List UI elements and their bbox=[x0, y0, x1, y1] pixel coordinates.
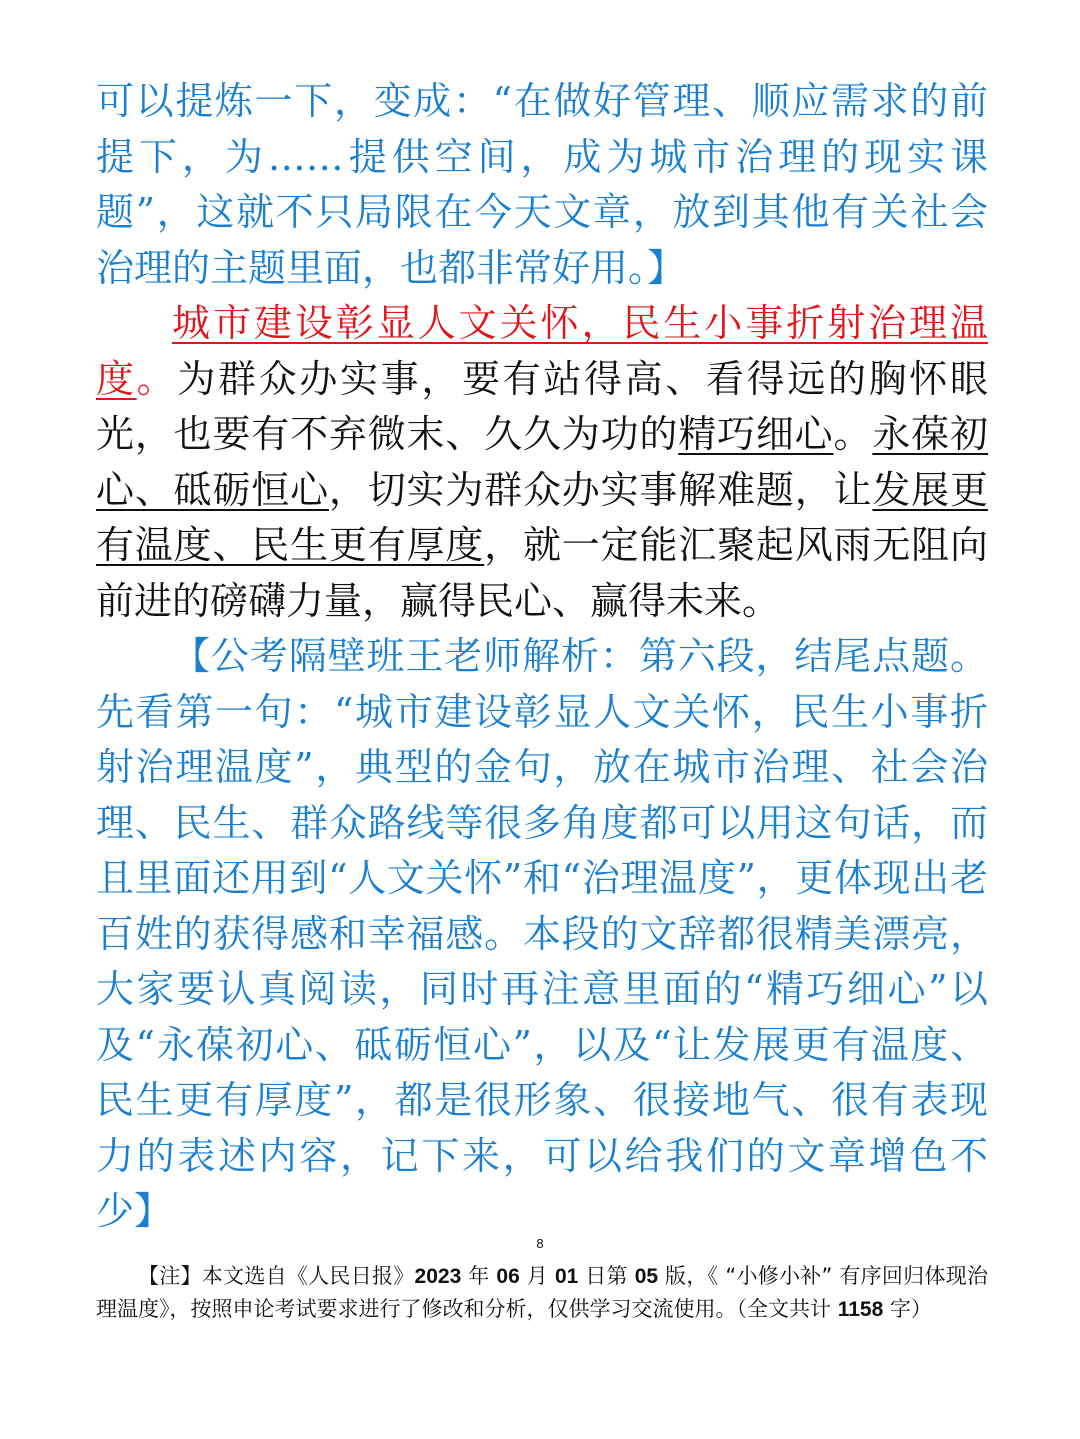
note-year: 2023 bbox=[414, 1265, 462, 1288]
note-word-count: 1158 bbox=[837, 1298, 884, 1321]
note-text-4: 日第 bbox=[578, 1264, 635, 1288]
body-text-2: 。 bbox=[833, 412, 873, 456]
body-text-4: ，就一定能汇聚起风雨无阻向前进的磅礴力量，赢得民心、赢得未来。 bbox=[96, 523, 988, 623]
underlined-phrase-3: 发展更有温度、民生更有厚度 bbox=[96, 467, 988, 567]
document-body bbox=[96, 74, 988, 1240]
note-day: 01 bbox=[554, 1265, 579, 1288]
note-text-6: 字） bbox=[883, 1297, 932, 1321]
note-month: 06 bbox=[496, 1265, 520, 1288]
note-edition: 05 bbox=[634, 1265, 659, 1288]
source-note bbox=[96, 1260, 988, 1326]
body-text-3: ，切实为群众办实事解难题，让 bbox=[328, 467, 873, 512]
note-text-5: 版，《 “小修小补” 有序回归体现治理温度》，按照申论考试要求进行了修改和分析，仅供学习交流使用。（全文共计 bbox=[96, 1264, 988, 1321]
paragraph-heading-sentence: 城市建设彰显人文关怀，民生小事折射治理温度 bbox=[96, 301, 988, 401]
analysis-paragraph-continued: 可以提炼一下，变成：“在做好管理、顺应需求的前提下，为……提供空间，成为城市治理的现实课题”，这就不只局限在今天文章，放到其他有关社会治理的主题里面，也都非常好用。】 bbox=[96, 79, 988, 290]
note-text-1: 【注】本文选自《人民日报》 bbox=[138, 1264, 415, 1288]
page-number: 8 bbox=[536, 1236, 544, 1251]
heading-punctuation: 。 bbox=[136, 356, 178, 401]
analysis-paragraph: 【公考隔壁班王老师解析：第六段，结尾点题。先看第一句：“城市建设彰显人文关怀，民生小事折射治理温度”，典型的金句，放在城市治理、社会治理、民生、群众路线等很多角度都可以用这句话，而且里面还用到“人文关怀”和“治理温度”，更体现出老百姓的获得感和幸福感。本段的文辞都很精美漂亮，大家要认真阅读，同时再注意里面的“精巧细心”以及“永葆初心、砥砺恒心”，以及“让发展更有温度、民生更有厚度”，都是很形象、很接地气、很有表现力的表述内容，记下来，可以给我们的文章增色不少】 bbox=[96, 634, 988, 1233]
note-text-2: 年 bbox=[461, 1264, 497, 1288]
article-paragraph-six bbox=[96, 296, 988, 629]
body-text-1: 为群众办实事，要有站得高、看得远的胸怀眼光，也要有不弃微末、久久为功的 bbox=[96, 356, 988, 456]
note-text-3: 月 bbox=[519, 1264, 555, 1288]
underlined-phrase-2: 永葆初心、砥砺恒心 bbox=[96, 412, 988, 512]
underlined-phrase-1: 精巧细心 bbox=[678, 412, 834, 456]
